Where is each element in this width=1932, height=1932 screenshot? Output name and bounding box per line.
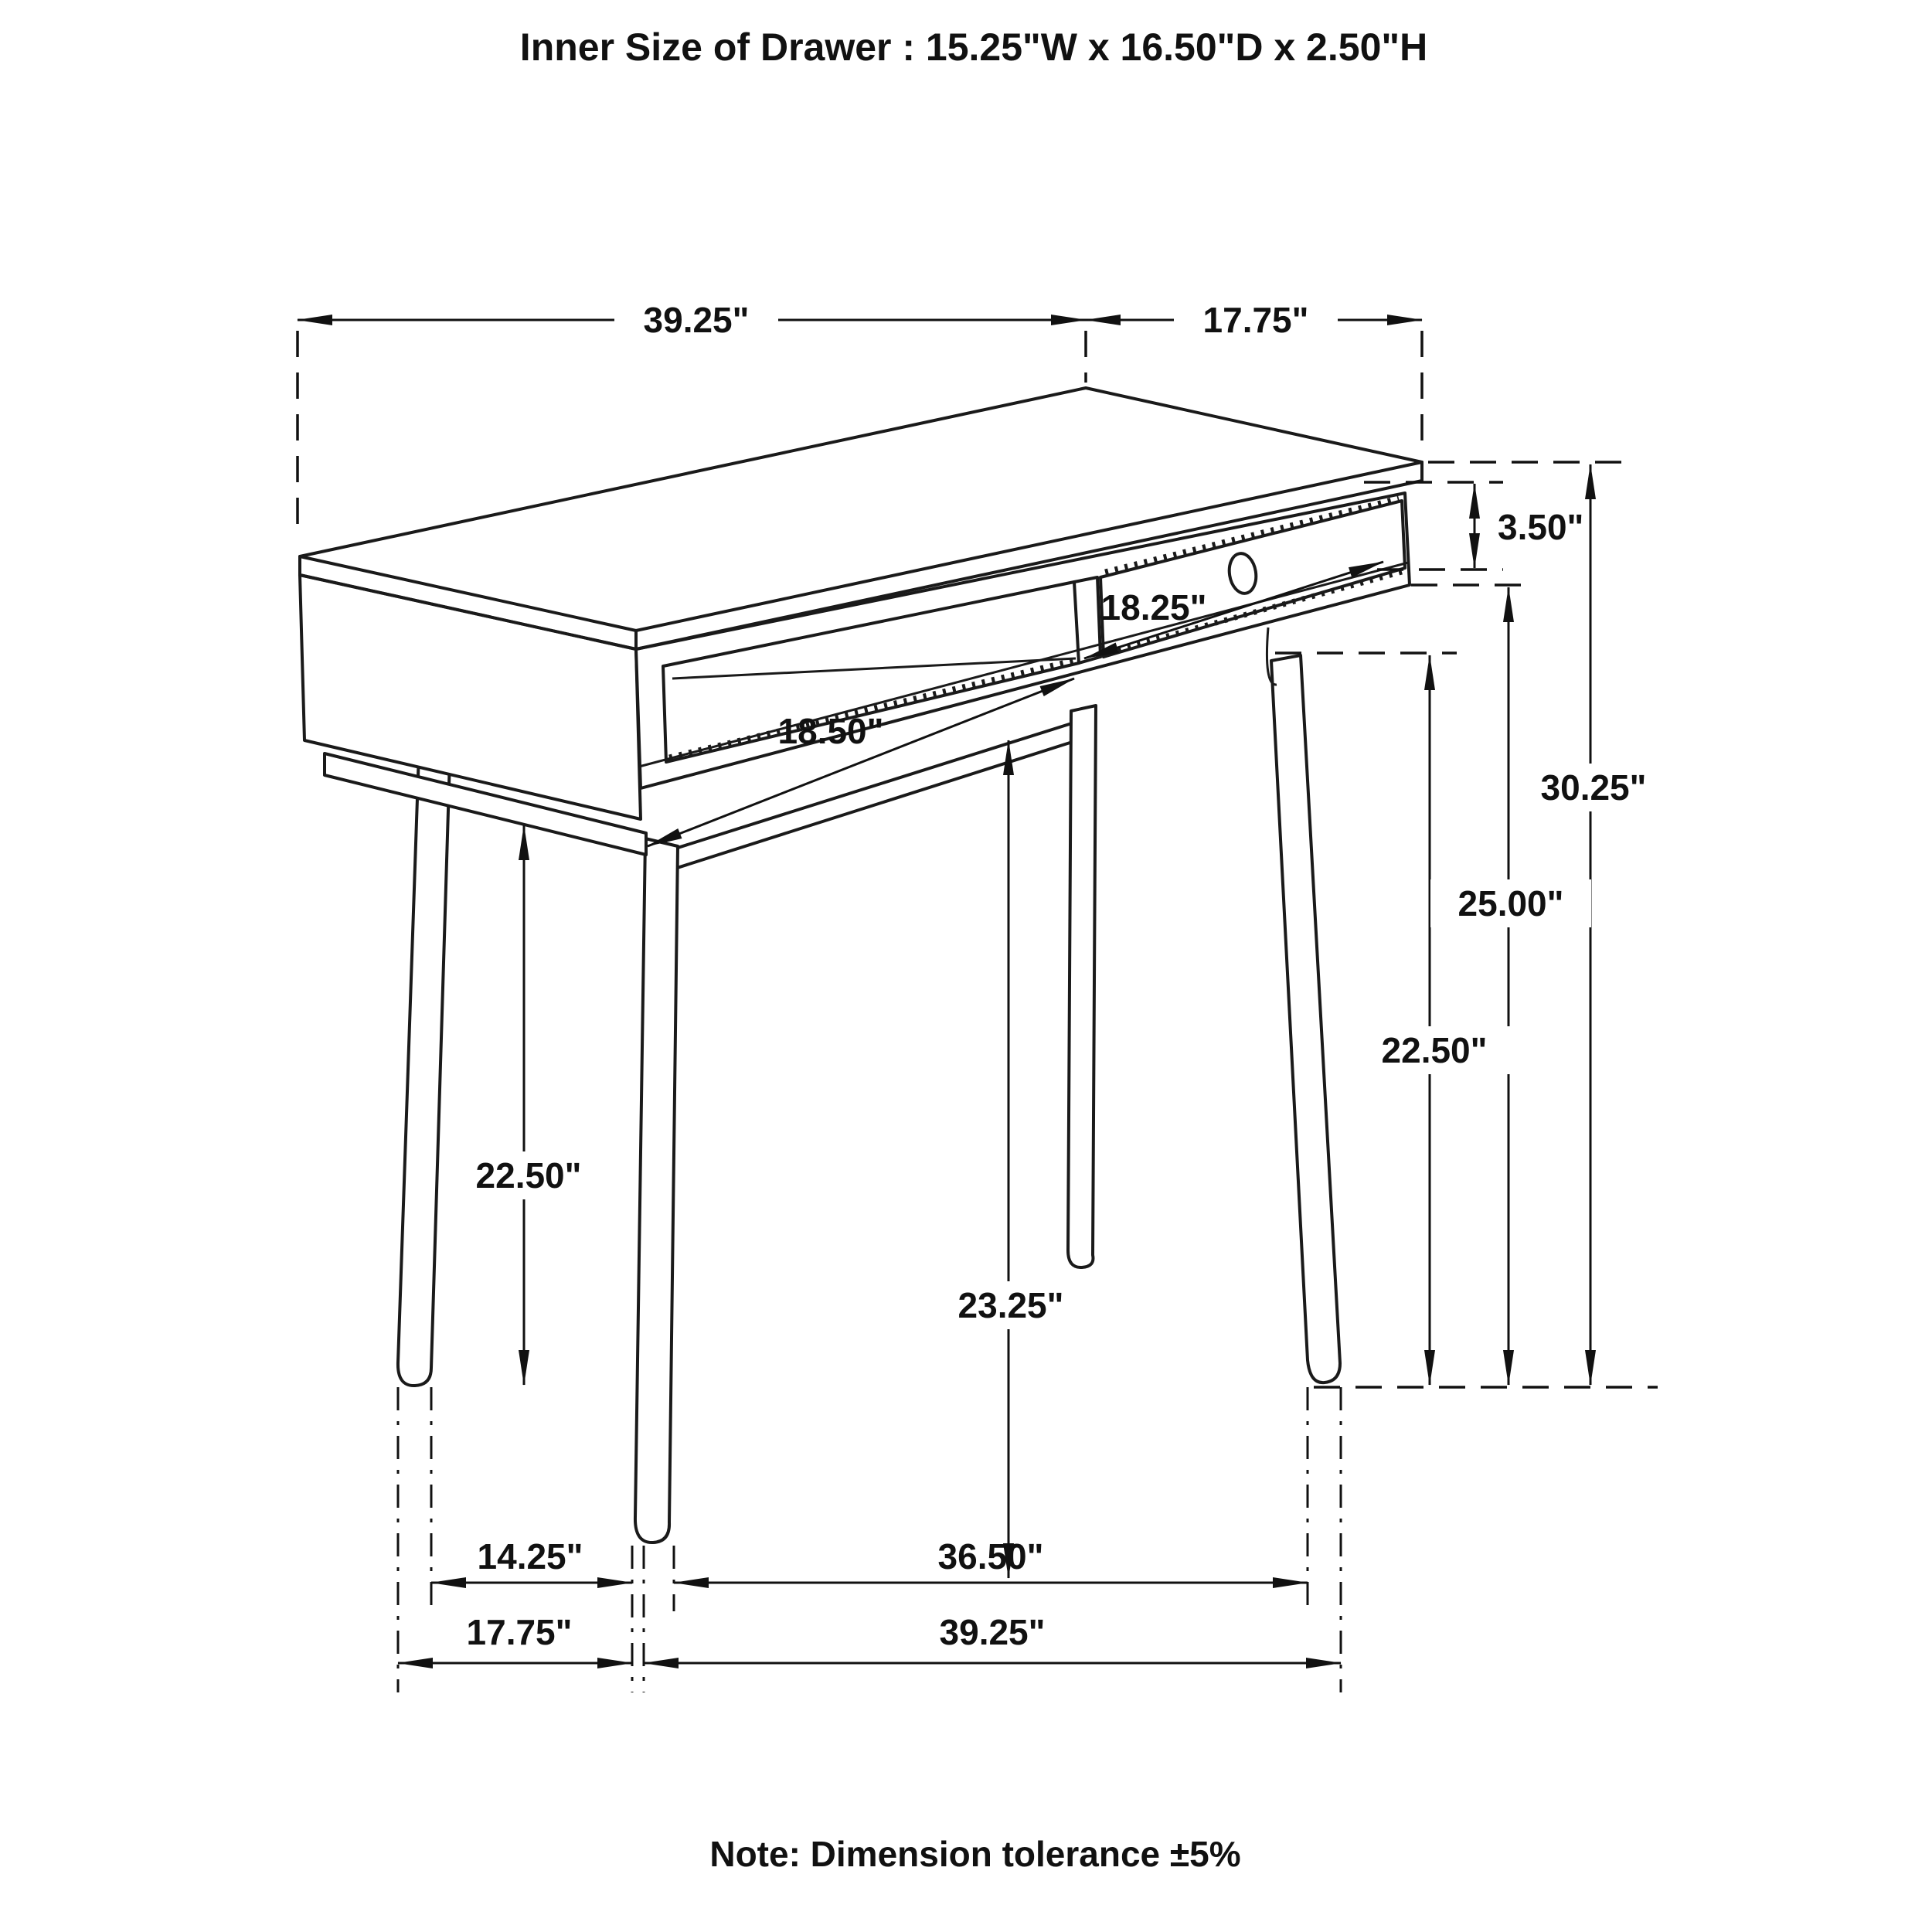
tolerance-note: Note: Dimension tolerance ±5% xyxy=(709,1834,1241,1874)
dim-label-shelf-width: 18.50" xyxy=(777,711,884,751)
dim-label-foot-width-outer: 39.25" xyxy=(939,1612,1046,1652)
dim-label-top-depth: 17.75" xyxy=(1202,300,1309,340)
desk-leg-front xyxy=(635,838,678,1543)
dim-label-drawer-height: 3.50" xyxy=(1498,507,1584,547)
dim-label-top-width: 39.25" xyxy=(643,300,750,340)
dim-label-underframe-height: 25.00" xyxy=(1458,883,1564,923)
dim-label-leg-right: 22.50" xyxy=(1381,1030,1488,1070)
dim-label-drawer-width: 18.25" xyxy=(1100,587,1207,628)
desk-leg-right xyxy=(1271,655,1340,1383)
page-title: Inner Size of Drawer : 15.25"W x 16.50"D x 2.50"H xyxy=(519,26,1428,69)
dim-label-foot-width-inner: 36.50" xyxy=(937,1536,1044,1577)
desk-leg-left xyxy=(398,753,450,1386)
dim-label-knee-clearance: 23.25" xyxy=(957,1285,1064,1325)
desk-leg-back xyxy=(1068,706,1096,1267)
desk-drawing xyxy=(300,388,1422,1543)
dim-label-foot-depth-outer: 17.75" xyxy=(466,1612,573,1652)
dim-label-leg-left: 22.50" xyxy=(475,1155,582,1196)
dim-label-foot-depth-inner: 14.25" xyxy=(477,1536,583,1577)
dim-label-overall-height: 30.25" xyxy=(1540,767,1647,808)
